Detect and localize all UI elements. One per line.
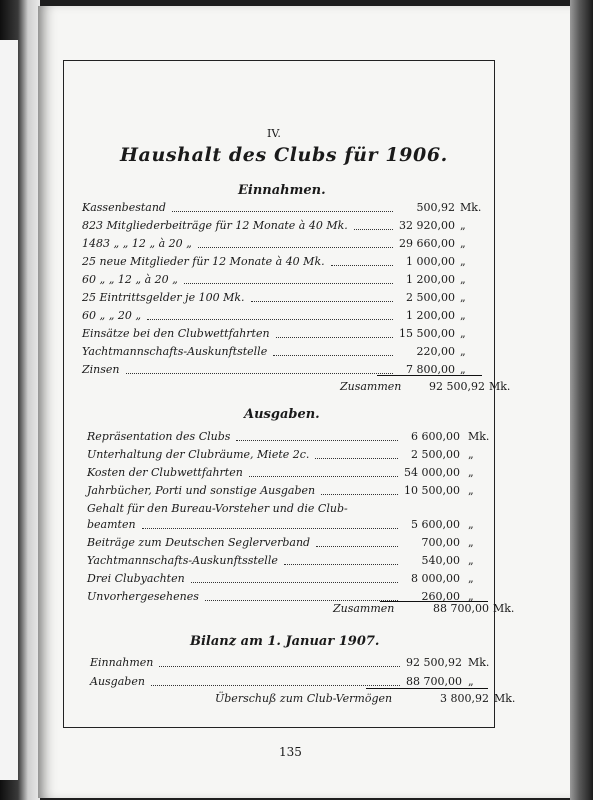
ausgaben-row-leader [284,564,398,565]
einnahmen-row-leader [172,211,393,212]
ausgaben-row-unit: „ [468,518,474,531]
ausgaben-row-label: Drei Clubyachten [87,572,185,585]
einnahmen-row-leader [147,319,393,320]
einnahmen-row-unit: „ [460,291,466,304]
einnahmen-row-leader [273,355,393,356]
ausgaben-row-unit: „ [468,536,474,549]
bilanz-heading: Bilanz am 1. Januar 1907. [190,634,380,649]
ausgaben-row-amount: 540,00 [421,554,460,567]
einnahmen-row-amount: 15 500,00 [399,327,455,340]
ausgaben-row-label: Repräsentation des Clubs [87,430,231,443]
ausgaben-row-amount: 700,00 [421,536,460,549]
einnahmen-row-amount: 29 660,00 [399,237,455,250]
ausgaben-row-label: Unvorhergesehenes [87,590,199,603]
ausgaben-row-label: Gehalt für den Bureau-Vorsteher und die Club- [87,502,348,515]
ausgaben-row-unit: Mk. [468,430,490,443]
einnahmen-row-amount: 32 920,00 [399,219,455,232]
ausgaben-row-label: Unterhaltung der Clubräume, Miete 2c. [87,448,310,461]
einnahmen-heading: Einnahmen. [238,183,326,198]
ausgaben-row-leader [191,582,398,583]
ausgaben-total-label: Zusammen [333,602,395,615]
ausgaben-total-unit: Mk. [493,602,515,615]
einnahmen-total-amount: 92 500,92 [429,380,485,393]
ausgaben-row-amount: 8 000,00 [411,572,460,585]
bilanz-surplus-amount: 3 800,92 [440,692,489,705]
ausgaben-row-label: Jahrbücher, Porti und sonstige Ausgaben [87,484,316,497]
einnahmen-total-unit: Mk. [489,380,511,393]
einnahmen-row-unit: „ [460,309,466,322]
ausgaben-row-label: Beiträge zum Deutschen Seglerverband [87,536,311,549]
einnahmen-row-unit: „ [460,345,466,358]
einnahmen-row-label: 1483 „ „ 12 „ à 20 „ [82,237,192,250]
bilanz-surplus-unit: Mk. [494,692,516,705]
einnahmen-row-unit: „ [460,237,466,250]
ausgaben-row-unit: „ [468,590,474,603]
ausgaben-row-amount: 54 000,00 [404,466,460,479]
page-title: Haushalt des Clubs für 1906. [120,144,448,166]
einnahmen-row-unit: „ [460,219,466,232]
ausgaben-row-leader [316,546,398,547]
left-page-edge [0,40,19,780]
ausgaben-row-label: Kosten der Clubwettfahrten [87,466,243,479]
section-number: IV. [267,127,281,140]
ausgaben-row-label: Yachtmannschafts-Auskunftsstelle [87,554,278,567]
ausgaben-row-unit: „ [468,448,474,461]
ausgaben-heading: Ausgaben. [244,407,320,422]
bilanz-row-leader [159,666,400,667]
ausgaben-row-unit: „ [468,466,474,479]
einnahmen-row-label: Zinsen [82,363,120,376]
einnahmen-row-label: 60 „ „ 20 „ [82,309,142,322]
einnahmen-row-amount: 500,92 [416,201,455,214]
ausgaben-row-leader [315,458,398,459]
einnahmen-row-label: 60 „ „ 12 „ à 20 „ [82,273,178,286]
ausgaben-row-amount: 2 500,00 [411,448,460,461]
einnahmen-row-label: Kassenbestand [82,201,166,214]
bilanz-row-unit: „ [468,675,474,688]
ausgaben-row-amount: 260,00 [421,590,460,603]
einnahmen-row-label: Einsätze bei den Clubwettfahrten [82,327,270,340]
ausgaben-row-leader [236,440,398,441]
ausgaben-row-amount: 6 600,00 [411,430,460,443]
einnahmen-row-leader [198,247,393,248]
einnahmen-row-label: 25 Eintrittsgelder je 100 Mk. [82,291,245,304]
einnahmen-row-amount: 1 000,00 [406,255,455,268]
einnahmen-row-unit: „ [460,255,466,268]
einnahmen-row-unit: „ [460,273,466,286]
einnahmen-total-label: Zusammen [340,380,402,393]
einnahmen-row-leader [251,301,393,302]
page-number: 135 [279,745,302,759]
bilanz-surplus-label: Überschuß zum Club-Vermögen [215,692,393,705]
right-page-edge [570,0,593,800]
einnahmen-row-unit: „ [460,363,466,376]
ausgaben-total-amount: 88 700,00 [433,602,489,615]
ausgaben-row-label: beamten [87,518,136,531]
ausgaben-row-unit: „ [468,572,474,585]
einnahmen-row-amount: 7 800,00 [406,363,455,376]
bilanz-total-rule [366,688,488,689]
ausgaben-row-leader [205,600,398,601]
einnahmen-row-unit: „ [460,327,466,340]
bilanz-row-label: Einnahmen [90,656,154,669]
bilanz-row-amount: 92 500,92 [406,656,462,669]
bilanz-row-label: Ausgaben [90,675,145,688]
einnahmen-row-leader [184,283,393,284]
einnahmen-row-leader [331,265,393,266]
bilanz-row-amount: 88 700,00 [406,675,462,688]
ausgaben-row-leader [321,494,398,495]
bilanz-row-leader [151,685,400,686]
einnahmen-total-rule [377,375,482,376]
ausgaben-row-unit: „ [468,484,474,497]
ausgaben-row-amount: 10 500,00 [404,484,460,497]
einnahmen-row-leader [276,337,393,338]
einnahmen-row-amount: 220,00 [416,345,455,358]
einnahmen-row-unit: Mk. [460,201,482,214]
einnahmen-row-label: Yachtmannschafts-Auskunftstelle [82,345,268,358]
ausgaben-row-amount: 5 600,00 [411,518,460,531]
ausgaben-row-leader [249,476,398,477]
ausgaben-row-unit: „ [468,554,474,567]
einnahmen-row-amount: 1 200,00 [406,309,455,322]
einnahmen-row-label: 25 neue Mitglieder für 12 Monate à 40 Mk. [82,255,325,268]
einnahmen-row-amount: 2 500,00 [406,291,455,304]
einnahmen-row-leader [354,229,393,230]
einnahmen-row-leader [126,373,394,374]
ausgaben-row-leader [142,528,398,529]
bilanz-row-unit: Mk. [468,656,490,669]
einnahmen-row-label: 823 Mitgliederbeiträge für 12 Monate à 40 Mk. [82,219,348,232]
einnahmen-row-amount: 1 200,00 [406,273,455,286]
